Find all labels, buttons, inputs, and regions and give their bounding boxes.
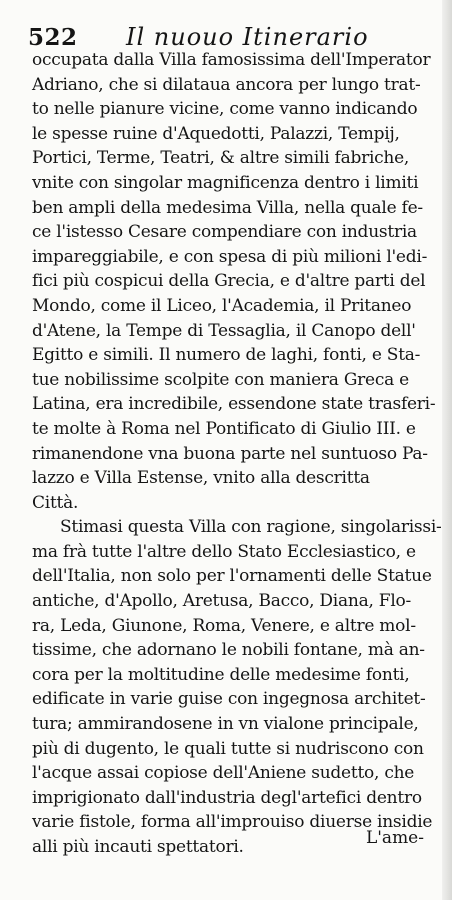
text-line: Latina, era incredibile, essendone state trasferi- <box>32 394 436 415</box>
catchword: L'ame- <box>365 828 424 848</box>
text-line: edificate in varie guise con ingegnosa architet- <box>32 689 426 710</box>
text-line: tissime, che adornano le nobili fontane, mà an- <box>32 640 425 661</box>
text-line: l'acque assai copiose dell'Aniene sudetto, che <box>32 763 415 784</box>
text-line: Adriano, che si dilataua ancora per lungo trat- <box>32 74 421 95</box>
text-line: impareggiabile, e con spesa di più milioni l'edi- <box>32 246 428 267</box>
text-line: Città. <box>32 492 79 513</box>
text-line: varie fistole, forma all'improuiso diuerse insidie <box>32 812 433 833</box>
text-line: Egitto e simili. Il numero de laghi, fonti, e Sta- <box>32 345 421 366</box>
text-line: vnite con singolar magnificenza dentro i limiti <box>32 172 419 193</box>
text-line: imprigionato dall'industria degl'artefici dentro <box>32 787 422 808</box>
text-line: fici più cospicui della Grecia, e d'altre parti del <box>32 271 426 292</box>
text-line: te molte à Roma nel Pontificato di Giulio III. e <box>32 418 416 439</box>
text-line: cora per la moltitudine delle medesime fonti, <box>32 664 410 685</box>
text-line: tura; ammirandosene in vn vialone principale, <box>32 714 419 735</box>
text-line: d'Atene, la Tempe di Tessaglia, il Canopo dell' <box>32 320 416 341</box>
text-line: ma frà tutte l'altre dello Stato Ecclesiastico, e <box>32 541 416 562</box>
text-line: Stimasi questa Villa con ragione, singolarissi- <box>60 517 442 538</box>
text-line: ce l'istesso Cesare compendiare con industria <box>32 222 417 243</box>
paragraph-1 <box>32 48 436 515</box>
body-text <box>32 48 442 860</box>
text-line: Portici, Terme, Teatri, & altre simili fabriche, <box>32 148 410 169</box>
page-number: 522 <box>28 24 78 51</box>
text-line: lazzo e Villa Estense, vnito alla descritta <box>32 468 370 489</box>
text-line: le spesse ruine d'Aquedotti, Palazzi, Tempij, <box>32 123 400 144</box>
text-line: occupata dalla Villa famosissima dell'Imperator <box>32 50 431 70</box>
running-title: Il nuouo Itinerario <box>126 23 369 51</box>
text-line: tue nobilissime scolpite con maniera Greca e <box>32 369 409 390</box>
text-line: antiche, d'Apollo, Aretusa, Bacco, Diana, Flo- <box>32 591 411 612</box>
text-line: più di dugento, le quali tutte si nudriscono con <box>32 738 424 759</box>
text-line: alli più incauti spettatori. <box>32 837 244 857</box>
text-line: ra, Leda, Giunone, Roma, Venere, e altre mol- <box>32 615 416 636</box>
text-line: to nelle pianure vicine, come vanno indicando <box>32 99 418 120</box>
text-line: ben ampli della medesima Villa, nella quale fe- <box>32 197 423 218</box>
text-line: dell'Italia, non solo per l'ornamenti delle Statue <box>32 566 432 587</box>
paragraph-2 <box>32 515 442 859</box>
text-line: Mondo, come il Liceo, l'Academia, il Pritaneo <box>32 295 412 316</box>
page-edge-shadow <box>442 0 452 900</box>
text-line: rimanendone vna buona parte nel suntuoso Pa- <box>32 443 428 464</box>
